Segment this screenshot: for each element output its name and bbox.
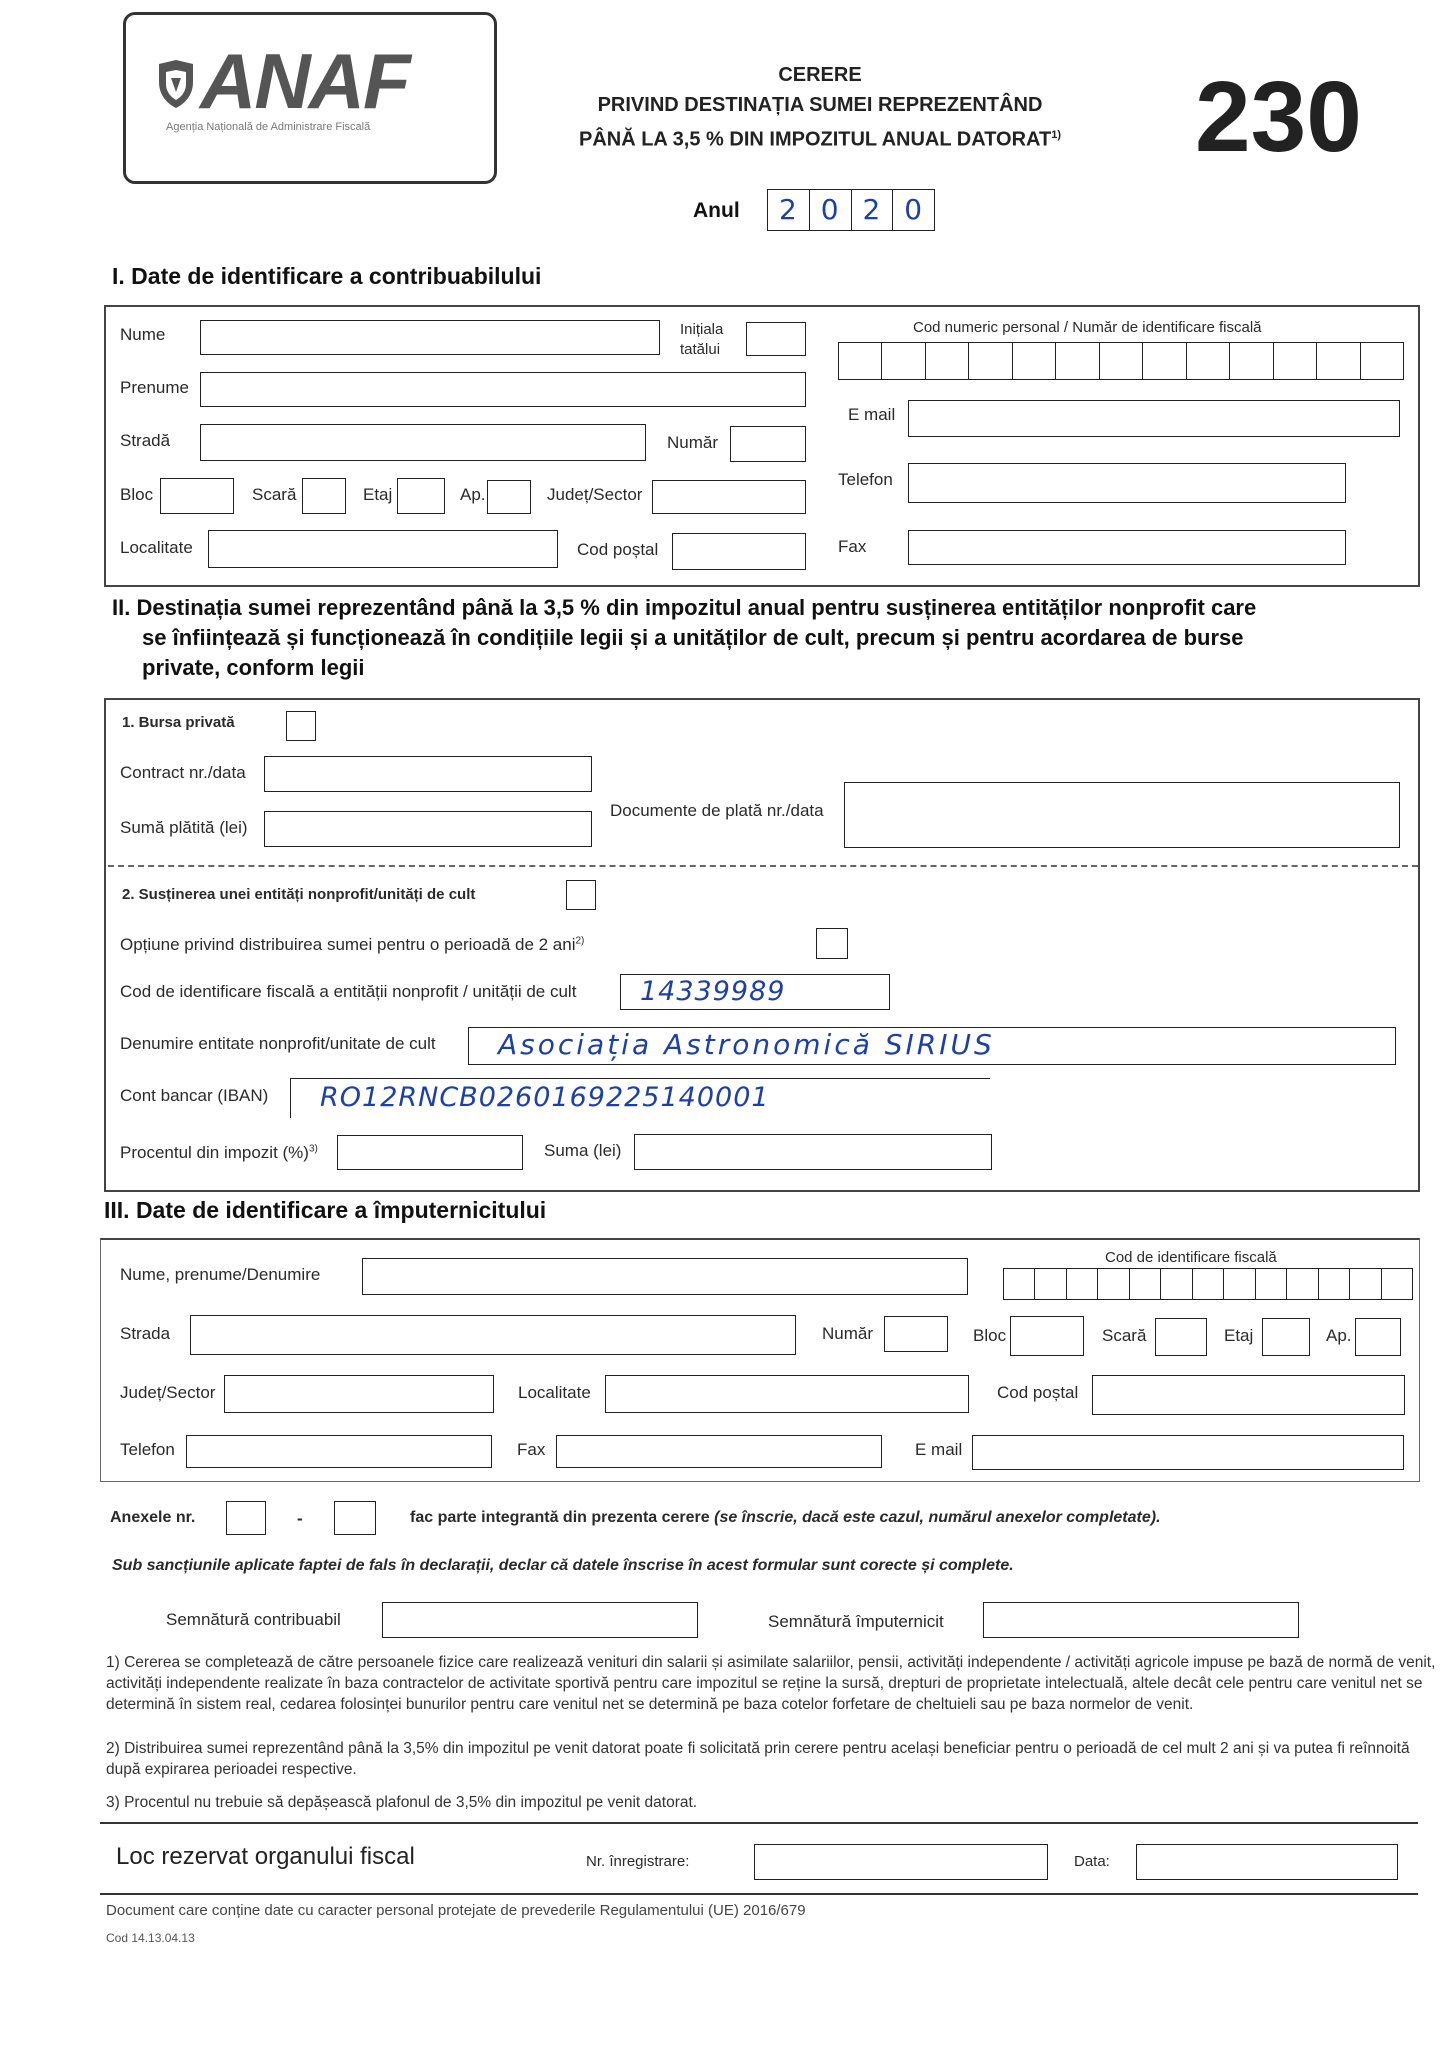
numar-input[interactable] (730, 426, 806, 462)
imp-fax-input[interactable] (556, 1435, 882, 1468)
imp-cif-label: Cod de identificare fiscală (1105, 1249, 1277, 1266)
annex-dash: - (297, 1509, 303, 1528)
cif-entity-label: Cod de identificare fiscală a entității nonprofit / unității de cult (120, 982, 577, 1001)
etaj-input[interactable] (397, 478, 445, 514)
footnote-3: 3) Procentul nu trebuie să depășească plafonul de 3,5% din impozitul pe venit datorat. (106, 1794, 698, 1811)
imp-ap-label: Ap. (1326, 1326, 1352, 1345)
suma-platita-label: Sumă plătită (lei) (120, 818, 248, 837)
privacy-note: Document care conține date cu caracter personal protejate de prevederile Regulamentului (UE) 2016/679 (106, 1902, 806, 1919)
suma-label: Suma (lei) (544, 1141, 622, 1160)
section-3-title: III. Date de identificare a împuternicitului (104, 1197, 547, 1223)
optiune-label: Opțiune privind distribuirea sumei pentru o perioadă de 2 ani$^{2)}$ (120, 935, 585, 954)
semnatura-imputernicit-label: Semnătură împuternicit (768, 1612, 944, 1631)
suma-input[interactable] (634, 1134, 992, 1170)
telefon-label: Telefon (838, 470, 893, 489)
semnatura-contribuabil-label: Semnătură contribuabil (166, 1610, 341, 1629)
fiscal-nr-input[interactable] (754, 1844, 1048, 1880)
email-input[interactable] (908, 400, 1400, 437)
bloc-input[interactable] (160, 478, 234, 514)
imp-bloc-input[interactable] (1010, 1316, 1084, 1356)
year-digit-1: 2 (768, 190, 810, 230)
documente-input[interactable] (844, 782, 1400, 848)
imp-scara-input[interactable] (1155, 1318, 1207, 1356)
scara-label: Scară (252, 485, 297, 504)
semnatura-imputernicit-input[interactable] (983, 1602, 1299, 1638)
form-title (560, 60, 1080, 155)
imp-bloc-label: Bloc (973, 1326, 1007, 1345)
nume-input[interactable] (200, 320, 660, 355)
localitate-label: Localitate (120, 538, 193, 557)
denumire-value: Asociația Astronomică SIRIUS (498, 1028, 995, 1061)
imp-etaj-input[interactable] (1262, 1318, 1310, 1356)
fax-input[interactable] (908, 530, 1346, 565)
iban-value: RO12RNCB0260169225140001 (320, 1082, 770, 1113)
imp-numar-label: Număr (822, 1324, 874, 1343)
year-digit-3: 2 (852, 190, 894, 230)
fiscal-data-input[interactable] (1136, 1844, 1398, 1880)
imp-cif-input[interactable] (1003, 1268, 1413, 1300)
bursa-label: 1. Bursa privată (122, 714, 235, 731)
form-number: 230 (1195, 61, 1362, 173)
imp-cod-postal-label: Cod poștal (997, 1383, 1079, 1402)
section-2-divider (108, 865, 1418, 867)
imp-ap-input[interactable] (1355, 1318, 1401, 1356)
prenume-label: Prenume (120, 378, 189, 397)
annex-label: Anexele nr. (110, 1509, 196, 1526)
footnote-2: 2) Distribuirea sumei reprezentând până la 3,5% din impozitul pe venit datorat poate fi solicitată prin cerere pentru același beneficiar pentru o perioadă de cel mult 2 ani și va putea fi reînnoită după expirarea perioadei respective. (106, 1740, 1410, 1778)
ap-input[interactable] (487, 480, 531, 514)
footnote-1: 1) Cererea se completează de către persoanele fizice care realizează venituri din salarii și asimilate salariilor, pensii, activități independente / activități agricole impuse pe bază de normă de venit, activități independente realizate în baza contractelor de activitate sportivă pentru care impozitul se reține la sursă, drepturi de proprietate intelectuală, altele decât cele pentru care venitul net se determină în sistem real, cedarea folosinței bunurilor pentru care venitul net se determină pe baza cotelor forfetare de cheltuieli sau pe baza normelor de venit. (106, 1654, 1436, 1713)
optiune-checkbox[interactable] (816, 928, 848, 959)
annex-to-input[interactable] (334, 1501, 376, 1535)
form-code: Cod 14.13.04.13 (106, 1931, 195, 1945)
prenume-input[interactable] (200, 372, 806, 407)
title-line-1: CERERE (778, 64, 862, 86)
initiala-input[interactable] (746, 322, 806, 356)
logo-brand: ANAF (200, 37, 409, 125)
fiscal-nr-label: Nr. înregistrare: (586, 1853, 690, 1870)
year-digit-4: 0 (904, 193, 923, 226)
imp-cod-postal-input[interactable] (1092, 1375, 1405, 1415)
title-line-2: PRIVIND DESTINAȚIA SUMEI REPREZENTÂND (597, 94, 1043, 116)
fiscal-data-label: Data: (1074, 1853, 1110, 1870)
year-digit-2: 0 (810, 190, 852, 230)
cif-entity-value: 14339989 (640, 976, 786, 1007)
contract-input[interactable] (264, 756, 592, 792)
strada-input[interactable] (200, 424, 646, 461)
suma-platita-input[interactable] (264, 811, 592, 847)
sustinere-checkbox[interactable] (566, 880, 596, 910)
declaration: Sub sancțiunile aplicate faptei de fals în declarații, declar că datele înscrise în acest formular sunt corecte și complete. (112, 1557, 1014, 1574)
procent-label: Procentul din impozit (%)$^{3)}$ (120, 1143, 318, 1162)
imp-telefon-label: Telefon (120, 1440, 175, 1459)
nume-label: Nume (120, 325, 166, 344)
contract-label: Contract nr./data (120, 763, 246, 782)
judet-input[interactable] (652, 480, 806, 514)
imp-email-label: E mail (915, 1440, 963, 1459)
imp-strada-label: Strada (120, 1324, 171, 1343)
fax-label: Fax (838, 537, 867, 556)
cnp-input[interactable] (838, 342, 1404, 380)
section-1-title: I. Date de identificare a contribuabilului (112, 263, 542, 289)
imp-etaj-label: Etaj (1224, 1326, 1254, 1345)
initiala-label: Inițiala tatălui (680, 321, 724, 358)
imp-nume-label: Nume, prenume/Denumire (120, 1265, 321, 1284)
imp-strada-input[interactable] (190, 1315, 796, 1355)
title-line-3: PÂNĂ LA 3,5 % DIN IMPOZITUL ANUAL DATORAT$^{1)}$ (578, 128, 1062, 151)
bloc-label: Bloc (120, 485, 154, 504)
fiscal-top-rule (100, 1822, 1418, 1824)
annex-text: fac parte integrantă din prezenta cerere (se înscrie, dacă este cazul, numărul anexelor completate). (410, 1509, 1161, 1526)
year-label: Anul (693, 199, 740, 222)
iban-label: Cont bancar (IBAN) (120, 1086, 269, 1105)
imp-localitate-label: Localitate (518, 1383, 591, 1402)
localitate-input[interactable] (208, 530, 558, 568)
imp-fax-label: Fax (517, 1440, 546, 1459)
year-field[interactable] (767, 189, 935, 231)
documente-label: Documente de plată nr./data (610, 801, 824, 820)
etaj-label: Etaj (363, 485, 393, 504)
judet-label: Județ/Sector (547, 485, 643, 504)
bursa-checkbox[interactable] (286, 711, 316, 741)
fiscal-bottom-rule (100, 1893, 1418, 1895)
annex-from-input[interactable] (226, 1501, 266, 1535)
numar-label: Număr (667, 433, 719, 452)
cod-postal-label: Cod poștal (577, 540, 659, 559)
section-2-title: II. Destinația sumei reprezentând până la 3,5 % din impozitul anual pentru susținerea entităților nonprofit care se înființează și funcționează în condițiile legii și a unităților de cult, precum și pentru acordarea de burse private, conform legii (112, 595, 1257, 680)
cnp-label: Cod numeric personal / Număr de identificare fiscală (913, 319, 1262, 336)
imp-numar-input[interactable] (884, 1316, 948, 1352)
imp-judet-input[interactable] (224, 1375, 494, 1413)
denumire-label: Denumire entitate nonprofit/unitate de cult (120, 1034, 436, 1053)
scara-input[interactable] (302, 478, 346, 514)
shield-icon (156, 60, 196, 110)
fiscal-label: Loc rezervat organului fiscal (116, 1843, 415, 1870)
imp-email-input[interactable] (972, 1435, 1404, 1470)
imp-telefon-input[interactable] (186, 1435, 492, 1468)
ap-label: Ap. (460, 485, 486, 504)
imp-nume-input[interactable] (362, 1258, 968, 1295)
procent-input[interactable] (337, 1135, 523, 1170)
email-label: E mail (848, 405, 896, 424)
cod-postal-input[interactable] (672, 533, 806, 570)
imp-scara-label: Scară (1102, 1326, 1147, 1345)
telefon-input[interactable] (908, 463, 1346, 503)
imp-judet-label: Județ/Sector (120, 1383, 216, 1402)
imp-localitate-input[interactable] (605, 1375, 969, 1413)
semnatura-contribuabil-input[interactable] (382, 1602, 698, 1638)
strada-label: Stradă (120, 431, 171, 450)
anaf-logo (123, 12, 497, 184)
logo-tagline: Agenția Națională de Administrare Fiscală (166, 121, 371, 133)
sustinere-label: 2. Susținerea unei entități nonprofit/unități de cult (122, 886, 476, 903)
